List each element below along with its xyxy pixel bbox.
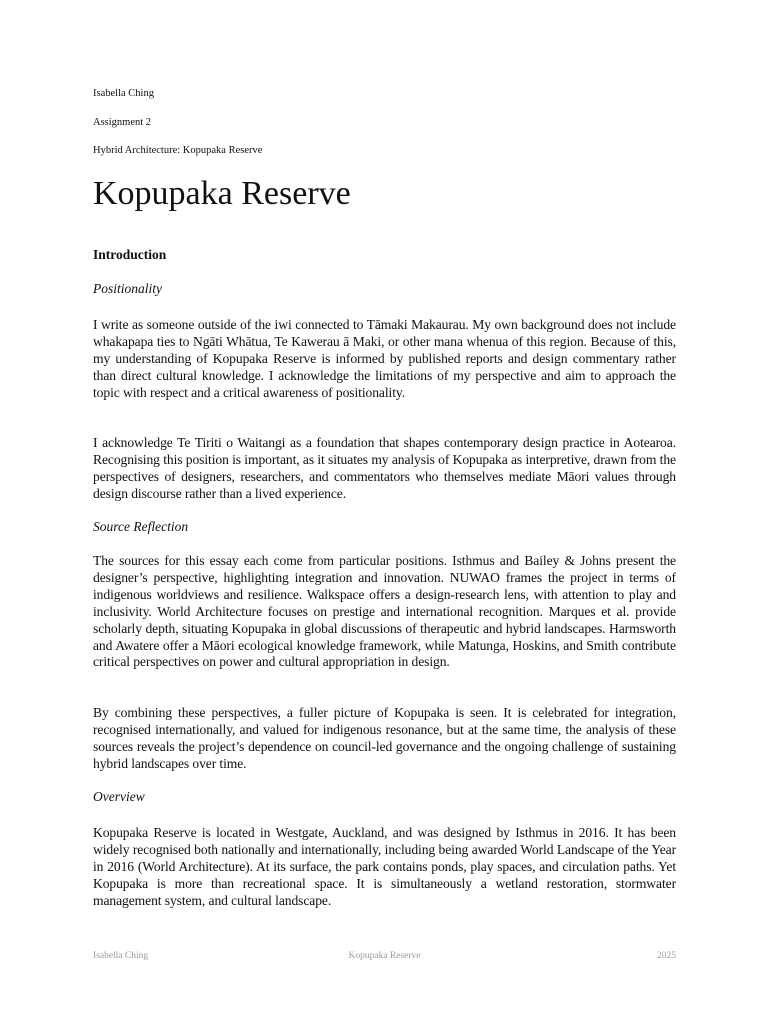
footer-year: 2025: [657, 951, 676, 961]
source-paragraph-1: The sources for this essay each come from particular positions. Isthmus and Bailey & Johns present the designer’s perspective, highlighting integration and innovation. NUWAO frames the project in terms of indigenous worldviews and resilience. Walkspace offers a design-research lens, with attention to play and inclusivity. World Architecture focuses on prestige and international recognition. Marques et al. provide scholarly depth, situating Kopupaka in global discussions of therapeutic and hybrid landscapes. Harmsworth and Awatere offer a Māori ecological knowledge framework, while Matunga, Hoskins, and Smith contribute critical perspectives on power and cultural appropriation in design.: [93, 553, 676, 670]
assignment-label: Assignment 2: [93, 117, 152, 128]
page-footer: [93, 951, 676, 965]
overview-heading: Overview: [93, 789, 145, 804]
introduction-heading: Introduction: [93, 247, 167, 262]
document-title: Kopupaka Reserve: [93, 175, 351, 212]
source-reflection-heading: Source Reflection: [93, 519, 189, 534]
positionality-paragraph-1: I write as someone outside of the iwi connected to Tāmaki Makaurau. My own background does not include whakapapa ties to Ngāti Whātua, Te Kawerau ā Maki, or other mana whenua of this region. Because of this, my understanding of Kopupaka Reserve is informed by published reports and design commentary rather than direct cultural knowledge. I acknowledge the limitations of my perspective and aim to approach the topic with respect and a critical awareness of positionality.: [93, 317, 676, 400]
positionality-paragraph-2: I acknowledge Te Tiriti o Waitangi as a foundation that shapes contemporary design practice in Aotearoa. Recognising this position is important, as it situates my analysis of Kopupaka as interpretive, drawn from the perspectives of designers, researchers, and commentators who themselves mediate Māori values through design discourse rather than a lived experience.: [93, 435, 676, 501]
positionality-heading: Positionality: [93, 281, 162, 296]
footer-author: Isabella Ching: [93, 951, 149, 961]
source-paragraph-2: By combining these perspectives, a fuller picture of Kopupaka is seen. It is celebrated for integration, recognised internationally, and valued for indigenous resonance, but at the same time, the analysis of these sources reveals the project’s dependence on council-led governance and the ongoing challenge of sustaining hybrid landscapes over time.: [93, 705, 676, 771]
overview-paragraph-1: Kopupaka Reserve is located in Westgate, Auckland, and was designed by Isthmus in 2016. It has been widely recognised both nationally and internationally, including being awarded World Landscape of the Year in 2016 (World Architecture). At its surface, the park contains ponds, play spaces, and circulation paths. Yet Kopupaka is more than recreational space. It is simultaneously a wetland restoration, stormwater management system, and cultural landscape.: [93, 825, 676, 908]
author-name: Isabella Ching: [93, 88, 154, 99]
course-title: Hybrid Architecture: Kopupaka Reserve: [93, 145, 263, 156]
footer-title: Kopupaka Reserve: [348, 951, 421, 961]
